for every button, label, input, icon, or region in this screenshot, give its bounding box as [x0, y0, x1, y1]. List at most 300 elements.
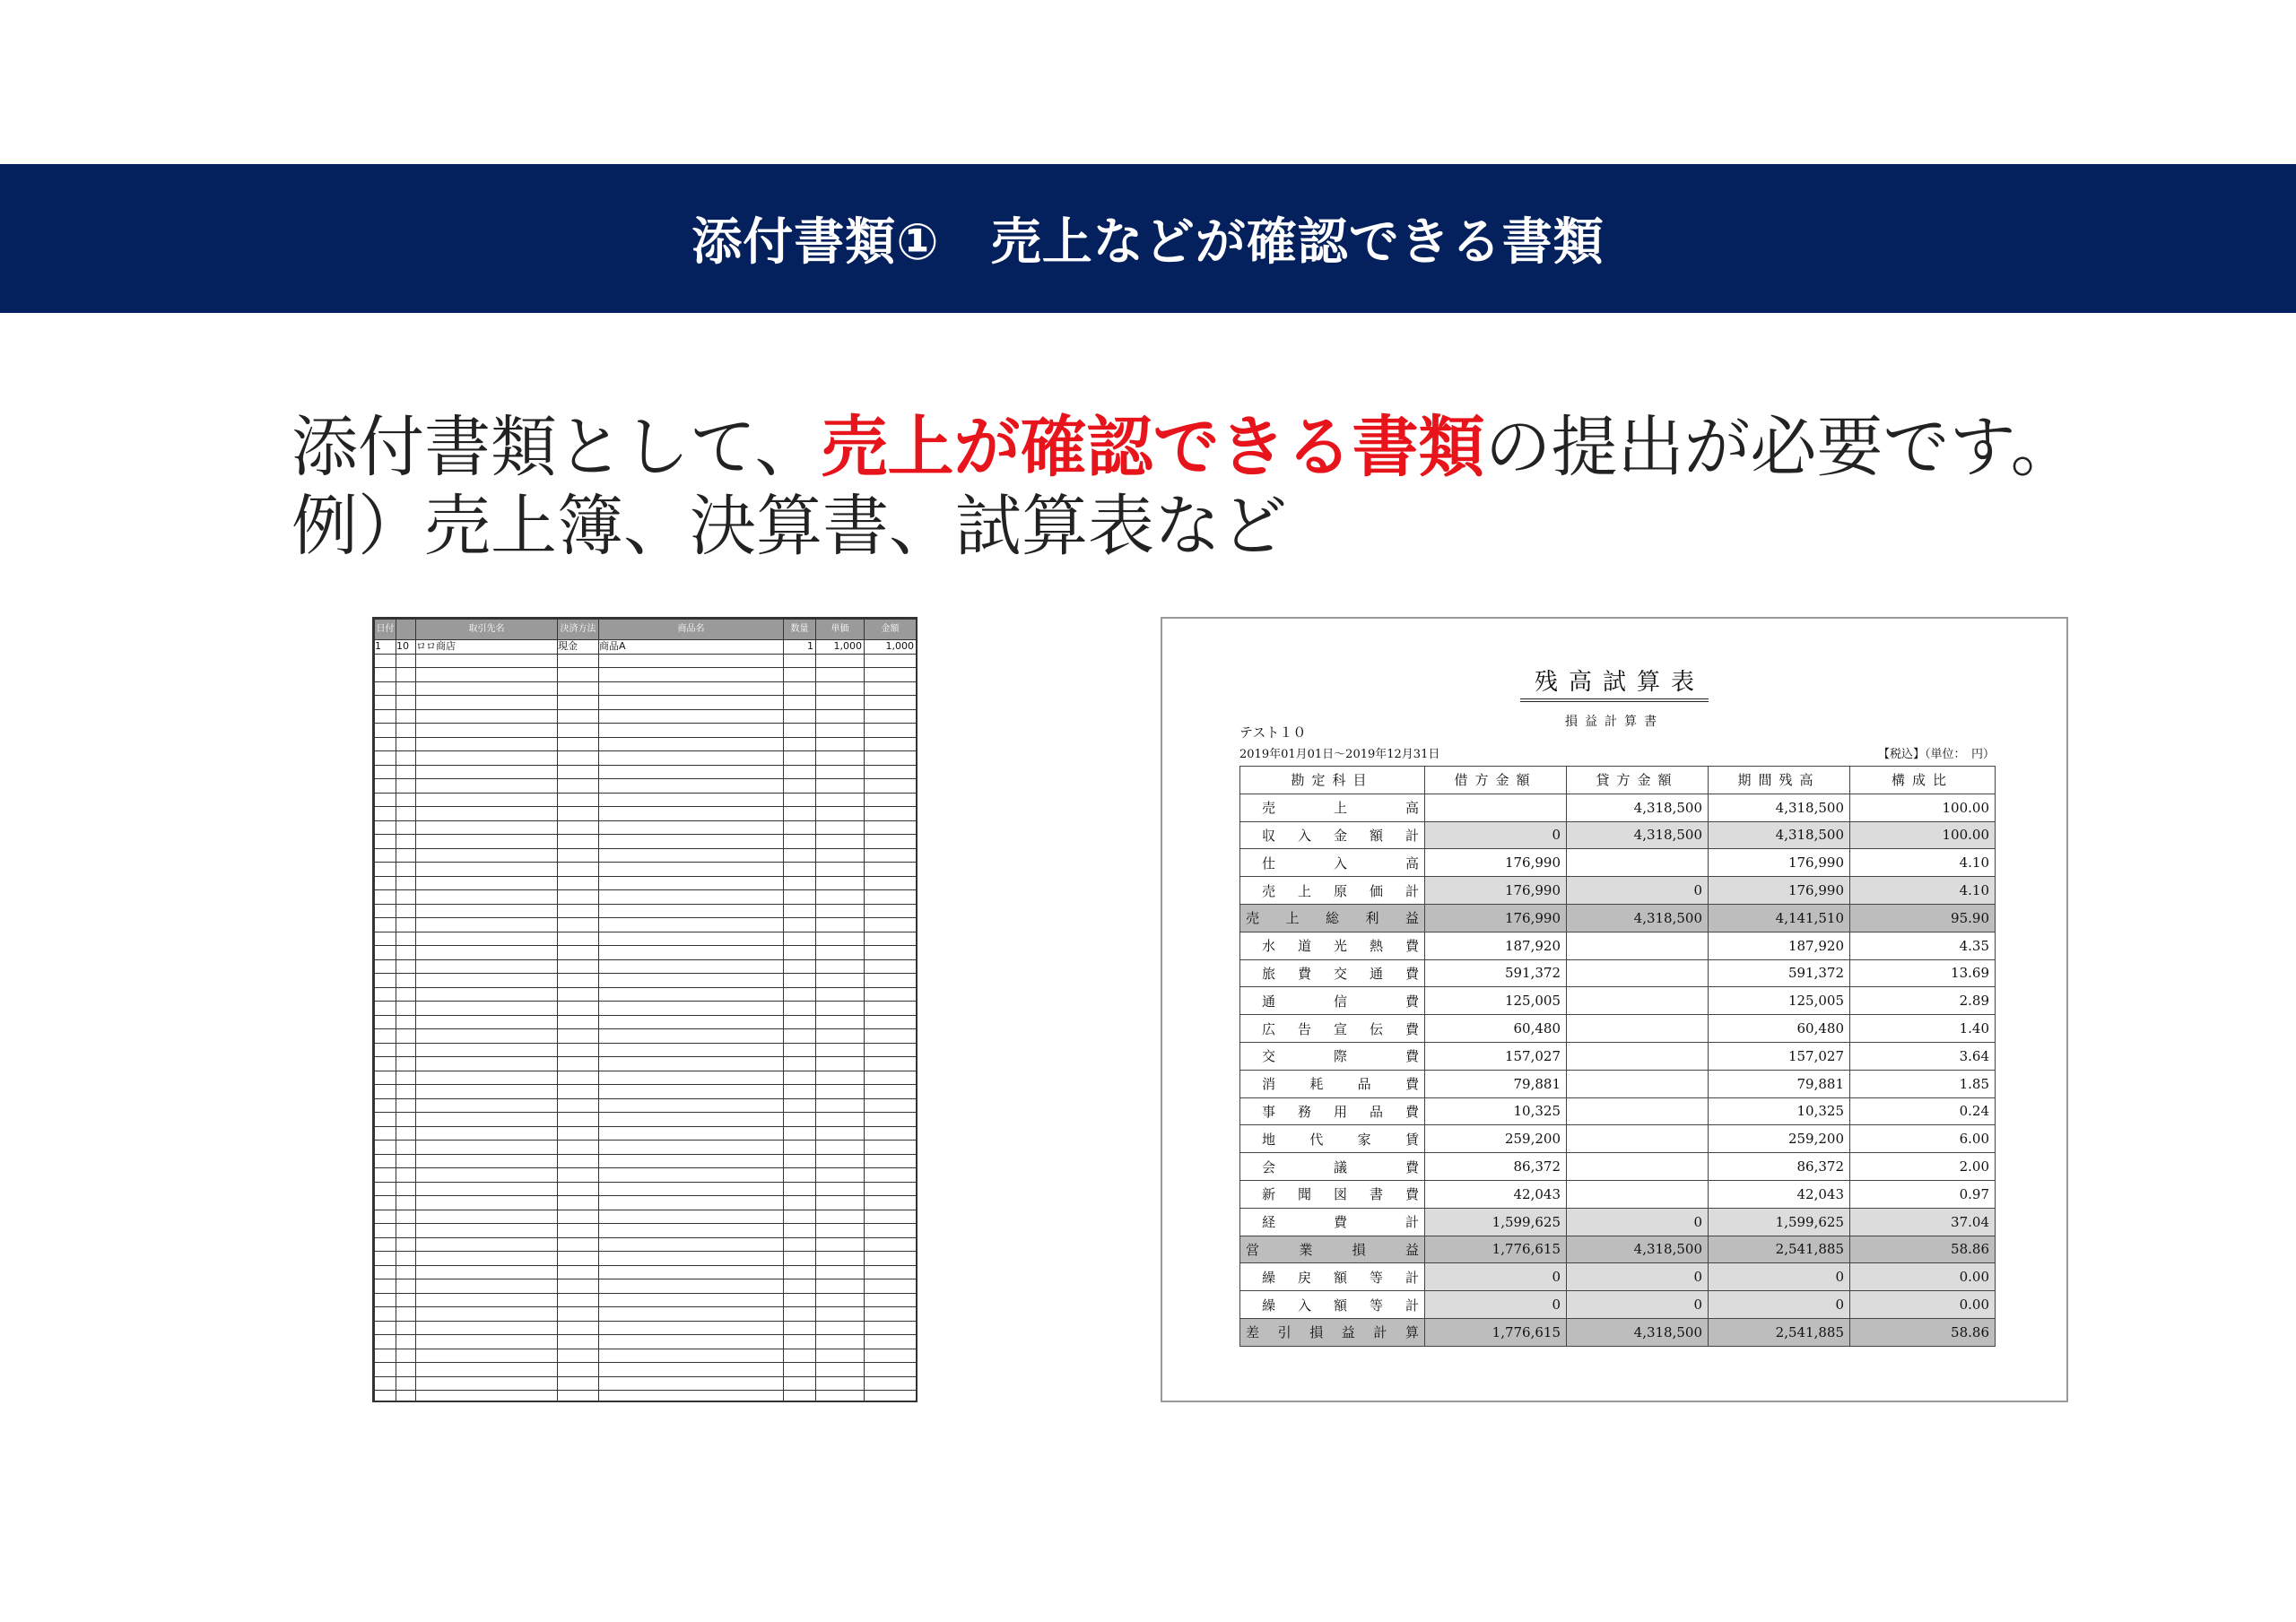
ledger-cell — [865, 654, 917, 668]
ledger-cell — [396, 1293, 416, 1307]
ledger-cell — [816, 1224, 865, 1238]
ledger-cell — [558, 1182, 599, 1196]
ledger-cell — [375, 946, 396, 960]
ledger-cell — [599, 1002, 784, 1016]
ledger-cell — [599, 793, 784, 807]
ledger-cell — [816, 946, 865, 960]
ledger-cell — [784, 1085, 816, 1099]
ledger-cell — [599, 1391, 784, 1403]
ledger-cell — [599, 1321, 784, 1335]
account-name: 売 上 高 — [1240, 794, 1425, 821]
ledger-cell — [396, 1002, 416, 1016]
ledger-cell — [816, 835, 865, 849]
ledger-cell — [784, 904, 816, 918]
ledger-cell — [784, 1252, 816, 1266]
account-name: 通 信 費 — [1240, 987, 1425, 1015]
ledger-cell — [599, 890, 784, 905]
ledger-cell — [784, 779, 816, 794]
ledger-cell — [784, 835, 816, 849]
ledger-cell — [816, 890, 865, 905]
ledger-cell — [416, 1098, 558, 1113]
ledger-cell — [599, 779, 784, 794]
ledger-row — [375, 876, 917, 890]
ledger-cell — [865, 890, 917, 905]
intro-line-1 — [291, 408, 2077, 487]
ledger-row — [375, 959, 917, 974]
amount-debit: 176,990 — [1425, 904, 1567, 932]
ledger-cell — [784, 1265, 816, 1279]
account-name: 交 際 費 — [1240, 1042, 1425, 1070]
ledger-cell — [416, 1210, 558, 1224]
ledger-cell — [599, 737, 784, 751]
amount-balance: 42,043 — [1709, 1180, 1850, 1208]
ledger-cell — [396, 1252, 416, 1266]
ledger-cell — [558, 1126, 599, 1141]
ledger-header-cell: 取引先名 — [416, 620, 558, 640]
amount-balance: 157,027 — [1709, 1042, 1850, 1070]
ledger-cell — [558, 904, 599, 918]
ledger-cell — [416, 1015, 558, 1029]
ledger-cell — [375, 1071, 396, 1085]
intro-line-2: 例）売上簿、決算書、試算表など — [291, 488, 1287, 565]
ledger-header-cell: 単価 — [816, 620, 865, 640]
ledger-cell — [396, 1071, 416, 1085]
amount-debit: 1,776,615 — [1425, 1318, 1567, 1346]
ledger-cell — [599, 696, 784, 710]
ledger-cell — [784, 1168, 816, 1183]
ledger-cell — [865, 1335, 917, 1349]
ledger-cell — [396, 1015, 416, 1029]
ledger-cell — [558, 1154, 599, 1168]
account-name: 消耗品費 — [1240, 1070, 1425, 1097]
ledger-header-cell: 金額 — [865, 620, 917, 640]
ledger-cell — [784, 1182, 816, 1196]
ledger-cell — [599, 1363, 784, 1377]
trial-balance-row — [1240, 1263, 1996, 1291]
ledger-row — [375, 696, 917, 710]
page-title: 添付書類① 売上などが確認できる書類 — [691, 213, 1605, 272]
ledger-row — [375, 1154, 917, 1168]
ledger-cell — [816, 779, 865, 794]
ledger-cell — [396, 1168, 416, 1183]
ledger-cell — [558, 1224, 599, 1238]
ledger-row — [375, 1376, 917, 1391]
amount-debit: 259,200 — [1425, 1125, 1567, 1153]
ledger-cell: 現金 — [558, 640, 599, 655]
ledger-cell — [816, 848, 865, 863]
ledger-cell — [784, 1391, 816, 1403]
ledger-cell — [558, 946, 599, 960]
ledger-cell — [396, 1141, 416, 1155]
ledger-cell — [816, 987, 865, 1002]
ledger-cell — [784, 1363, 816, 1377]
amount-balance: 176,990 — [1709, 849, 1850, 877]
ledger-cell — [396, 904, 416, 918]
ledger-cell — [558, 681, 599, 696]
ledger-cell — [375, 724, 396, 738]
intro-after: の提出が必要です。 — [1484, 409, 2077, 486]
ledger-cell — [416, 1168, 558, 1183]
trial-balance-row — [1240, 959, 1996, 987]
ledger-cell — [599, 1029, 784, 1044]
ledger-cell — [784, 1349, 816, 1363]
account-name: 繰戻額等計 — [1240, 1263, 1425, 1291]
ledger-header-cell — [396, 620, 416, 640]
ledger-cell — [816, 904, 865, 918]
ledger-row — [375, 1015, 917, 1029]
account-name: 収入金額計 — [1240, 821, 1425, 849]
ledger-cell — [599, 1168, 784, 1183]
ledger-cell — [375, 1252, 396, 1266]
ledger-cell — [784, 1043, 816, 1057]
ledger-cell — [865, 1196, 917, 1210]
ledger-cell — [599, 1224, 784, 1238]
amount-ratio: 6.00 — [1850, 1125, 1996, 1153]
ledger-cell — [558, 793, 599, 807]
ledger-cell — [416, 1126, 558, 1141]
ledger-cell — [416, 890, 558, 905]
ledger-cell — [396, 959, 416, 974]
ledger-cell — [784, 1335, 816, 1349]
ledger-cell — [558, 1168, 599, 1183]
ledger-cell — [558, 1029, 599, 1044]
amount-debit: 176,990 — [1425, 877, 1567, 905]
ledger-cell — [416, 1085, 558, 1099]
ledger-cell — [865, 1252, 917, 1266]
ledger-cell — [396, 1335, 416, 1349]
ledger-cell — [416, 987, 558, 1002]
company-name: テスト１０ — [1239, 724, 1307, 741]
account-name: 売上総利益 — [1240, 904, 1425, 932]
account-name: 会 議 費 — [1240, 1153, 1425, 1181]
amount-ratio: 13.69 — [1850, 959, 1996, 987]
ledger-row — [375, 1057, 917, 1071]
ledger-row — [375, 1043, 917, 1057]
ledger-cell — [416, 848, 558, 863]
ledger-cell — [865, 918, 917, 932]
ledger-cell — [396, 1196, 416, 1210]
trial-balance-row — [1240, 987, 1996, 1015]
ledger-cell — [558, 779, 599, 794]
account-name: 水道光熱費 — [1240, 932, 1425, 959]
ledger-cell — [558, 848, 599, 863]
ledger-row — [375, 1224, 917, 1238]
ledger-cell — [784, 1002, 816, 1016]
account-name: 事務用品費 — [1240, 1097, 1425, 1125]
ledger-cell — [865, 876, 917, 890]
amount-credit: 4,318,500 — [1567, 1236, 1709, 1263]
ledger-cell — [558, 1002, 599, 1016]
ledger-cell — [416, 1363, 558, 1377]
ledger-cell — [396, 1029, 416, 1044]
ledger-cell — [784, 709, 816, 724]
trial-balance-title — [1162, 664, 2066, 702]
ledger-cell — [375, 1085, 396, 1099]
ledger-cell — [375, 1279, 396, 1294]
ledger-cell: 1 — [375, 640, 396, 655]
amount-credit — [1567, 932, 1709, 959]
ledger-cell — [558, 1293, 599, 1307]
trial-balance-row — [1240, 1070, 1996, 1097]
ledger-cell — [396, 918, 416, 932]
ledger-cell — [599, 918, 784, 932]
ledger-cell — [375, 1321, 396, 1335]
ledger-cell — [816, 1002, 865, 1016]
ledger-cell — [865, 724, 917, 738]
ledger-cell — [865, 1154, 917, 1168]
ledger-cell — [784, 1029, 816, 1044]
ledger-row — [375, 1349, 917, 1363]
ledger-cell: 1 — [784, 640, 816, 655]
ledger-cell — [416, 681, 558, 696]
ledger-cell — [865, 820, 917, 835]
ledger-cell — [416, 696, 558, 710]
ledger-cell — [865, 1210, 917, 1224]
ledger-cell — [599, 724, 784, 738]
ledger-cell — [865, 779, 917, 794]
ledger-cell — [396, 1113, 416, 1127]
ledger-cell — [865, 1098, 917, 1113]
ledger-header-row — [375, 620, 917, 640]
ledger-cell — [416, 793, 558, 807]
ledger-cell — [784, 724, 816, 738]
ledger-cell — [816, 1210, 865, 1224]
amount-ratio: 1.85 — [1850, 1070, 1996, 1097]
ledger-cell — [375, 1002, 396, 1016]
amount-credit: 0 — [1567, 877, 1709, 905]
sales-ledger-form — [372, 617, 918, 1402]
ledger-cell — [784, 1015, 816, 1029]
ledger-cell — [784, 1098, 816, 1113]
ledger-cell — [375, 1307, 396, 1322]
ledger-cell — [599, 1252, 784, 1266]
ledger-cell — [599, 1085, 784, 1099]
ledger-cell — [865, 737, 917, 751]
ledger-cell — [599, 848, 784, 863]
amount-credit — [1567, 1097, 1709, 1125]
ledger-cell — [865, 904, 917, 918]
ledger-row — [375, 724, 917, 738]
ledger-row — [375, 1237, 917, 1252]
amount-ratio: 58.86 — [1850, 1318, 1996, 1346]
ledger-table — [374, 619, 917, 1402]
ledger-cell — [865, 946, 917, 960]
ledger-cell — [865, 1321, 917, 1335]
ledger-cell — [865, 1029, 917, 1044]
ledger-cell — [865, 1293, 917, 1307]
ledger-cell — [558, 1098, 599, 1113]
ledger-cell — [396, 1224, 416, 1238]
ledger-cell — [558, 1071, 599, 1085]
ledger-cell — [558, 724, 599, 738]
ledger-cell — [816, 1098, 865, 1113]
amount-ratio: 1.40 — [1850, 1015, 1996, 1043]
ledger-cell — [558, 820, 599, 835]
amount-ratio: 3.64 — [1850, 1042, 1996, 1070]
ledger-cell — [396, 1154, 416, 1168]
amount-credit — [1567, 987, 1709, 1015]
amount-credit: 4,318,500 — [1567, 904, 1709, 932]
trial-balance-row — [1240, 904, 1996, 932]
ledger-cell — [599, 987, 784, 1002]
amount-debit: 1,599,625 — [1425, 1208, 1567, 1236]
ledger-cell — [816, 1279, 865, 1294]
ledger-row — [375, 1126, 917, 1141]
ledger-cell — [865, 1113, 917, 1127]
ledger-cell — [784, 1141, 816, 1155]
amount-credit — [1567, 1125, 1709, 1153]
ledger-cell — [416, 1321, 558, 1335]
ledger-cell — [416, 1071, 558, 1085]
ledger-cell — [865, 1015, 917, 1029]
amount-balance: 4,318,500 — [1709, 821, 1850, 849]
ledger-cell — [599, 1376, 784, 1391]
ledger-cell — [396, 1182, 416, 1196]
ledger-cell — [784, 751, 816, 766]
ledger-cell — [784, 793, 816, 807]
amount-credit — [1567, 1015, 1709, 1043]
ledger-header-cell: 日付 — [375, 620, 396, 640]
ledger-cell — [416, 779, 558, 794]
ledger-cell — [396, 1321, 416, 1335]
ledger-cell — [816, 1043, 865, 1057]
ledger-cell — [416, 959, 558, 974]
ledger-cell — [784, 765, 816, 779]
ledger-cell — [784, 681, 816, 696]
ledger-cell — [396, 1279, 416, 1294]
ledger-cell — [558, 890, 599, 905]
amount-ratio: 4.10 — [1850, 849, 1996, 877]
ledger-cell — [416, 1391, 558, 1403]
ledger-cell — [416, 724, 558, 738]
ledger-cell — [816, 1321, 865, 1335]
ledger-row — [375, 640, 917, 655]
ledger-cell — [865, 1265, 917, 1279]
ledger-cell — [396, 1265, 416, 1279]
ledger-cell — [416, 1237, 558, 1252]
ledger-cell — [416, 709, 558, 724]
ledger-cell — [865, 959, 917, 974]
trial-balance-header-cell: 期間残高 — [1709, 767, 1850, 794]
ledger-cell — [558, 1043, 599, 1057]
ledger-cell — [599, 863, 784, 877]
ledger-cell — [375, 1265, 396, 1279]
ledger-cell — [396, 1349, 416, 1363]
ledger-cell — [816, 1085, 865, 1099]
amount-debit: 86,372 — [1425, 1153, 1567, 1181]
ledger-cell — [375, 974, 396, 988]
ledger-cell — [599, 1210, 784, 1224]
ledger-cell — [375, 1043, 396, 1057]
trial-balance-document — [1161, 617, 2068, 1402]
ledger-cell — [784, 1293, 816, 1307]
ledger-cell: 1,000 — [865, 640, 917, 655]
ledger-cell — [599, 681, 784, 696]
ledger-cell — [865, 1376, 917, 1391]
ledger-row — [375, 946, 917, 960]
ledger-cell — [558, 1237, 599, 1252]
amount-credit — [1567, 1153, 1709, 1181]
amount-ratio: 0.00 — [1850, 1263, 1996, 1291]
ledger-row — [375, 1265, 917, 1279]
ledger-cell — [396, 946, 416, 960]
ledger-cell — [865, 1237, 917, 1252]
ledger-cell — [416, 820, 558, 835]
ledger-cell: ロロ商店 — [416, 640, 558, 655]
ledger-cell — [865, 807, 917, 821]
ledger-row — [375, 1098, 917, 1113]
ledger-cell — [784, 807, 816, 821]
ledger-cell — [416, 1335, 558, 1349]
ledger-cell — [375, 876, 396, 890]
ledger-cell — [784, 668, 816, 682]
ledger-row — [375, 1029, 917, 1044]
ledger-cell — [416, 1182, 558, 1196]
ledger-cell — [375, 1349, 396, 1363]
amount-balance: 591,372 — [1709, 959, 1850, 987]
ledger-cell — [416, 1141, 558, 1155]
ledger-cell — [865, 987, 917, 1002]
ledger-row — [375, 751, 917, 766]
title-banner — [0, 164, 2296, 313]
ledger-cell — [396, 1363, 416, 1377]
ledger-row — [375, 1182, 917, 1196]
ledger-cell — [558, 987, 599, 1002]
ledger-cell — [599, 1113, 784, 1127]
ledger-row — [375, 835, 917, 849]
ledger-cell — [816, 1391, 865, 1403]
amount-balance: 259,200 — [1709, 1125, 1850, 1153]
ledger-row — [375, 709, 917, 724]
ledger-cell — [375, 918, 396, 932]
amount-debit: 0 — [1425, 1263, 1567, 1291]
ledger-cell — [375, 668, 396, 682]
ledger-cell — [599, 751, 784, 766]
ledger-cell — [396, 696, 416, 710]
amount-balance: 2,541,885 — [1709, 1236, 1850, 1263]
ledger-row — [375, 1321, 917, 1335]
amount-balance: 125,005 — [1709, 987, 1850, 1015]
ledger-cell — [599, 959, 784, 974]
ledger-row — [375, 918, 917, 932]
trial-balance-row — [1240, 794, 1996, 821]
ledger-row — [375, 1293, 917, 1307]
ledger-cell — [375, 1237, 396, 1252]
ledger-cell — [865, 1141, 917, 1155]
ledger-cell — [816, 1126, 865, 1141]
ledger-row — [375, 863, 917, 877]
amount-credit — [1567, 849, 1709, 877]
ledger-cell — [558, 1085, 599, 1099]
ledger-cell — [816, 765, 865, 779]
ledger-cell — [558, 1307, 599, 1322]
ledger-cell — [416, 737, 558, 751]
ledger-cell — [558, 1057, 599, 1071]
ledger-cell — [375, 820, 396, 835]
ledger-row — [375, 820, 917, 835]
ledger-cell — [599, 1335, 784, 1349]
ledger-cell — [865, 793, 917, 807]
amount-ratio: 100.00 — [1850, 794, 1996, 821]
ledger-row — [375, 1002, 917, 1016]
ledger-cell — [558, 1252, 599, 1266]
trial-balance-header-cell: 貸方金額 — [1567, 767, 1709, 794]
ledger-row — [375, 807, 917, 821]
amount-ratio: 4.10 — [1850, 877, 1996, 905]
ledger-cell — [599, 668, 784, 682]
amount-debit: 0 — [1425, 1291, 1567, 1319]
ledger-cell — [375, 848, 396, 863]
